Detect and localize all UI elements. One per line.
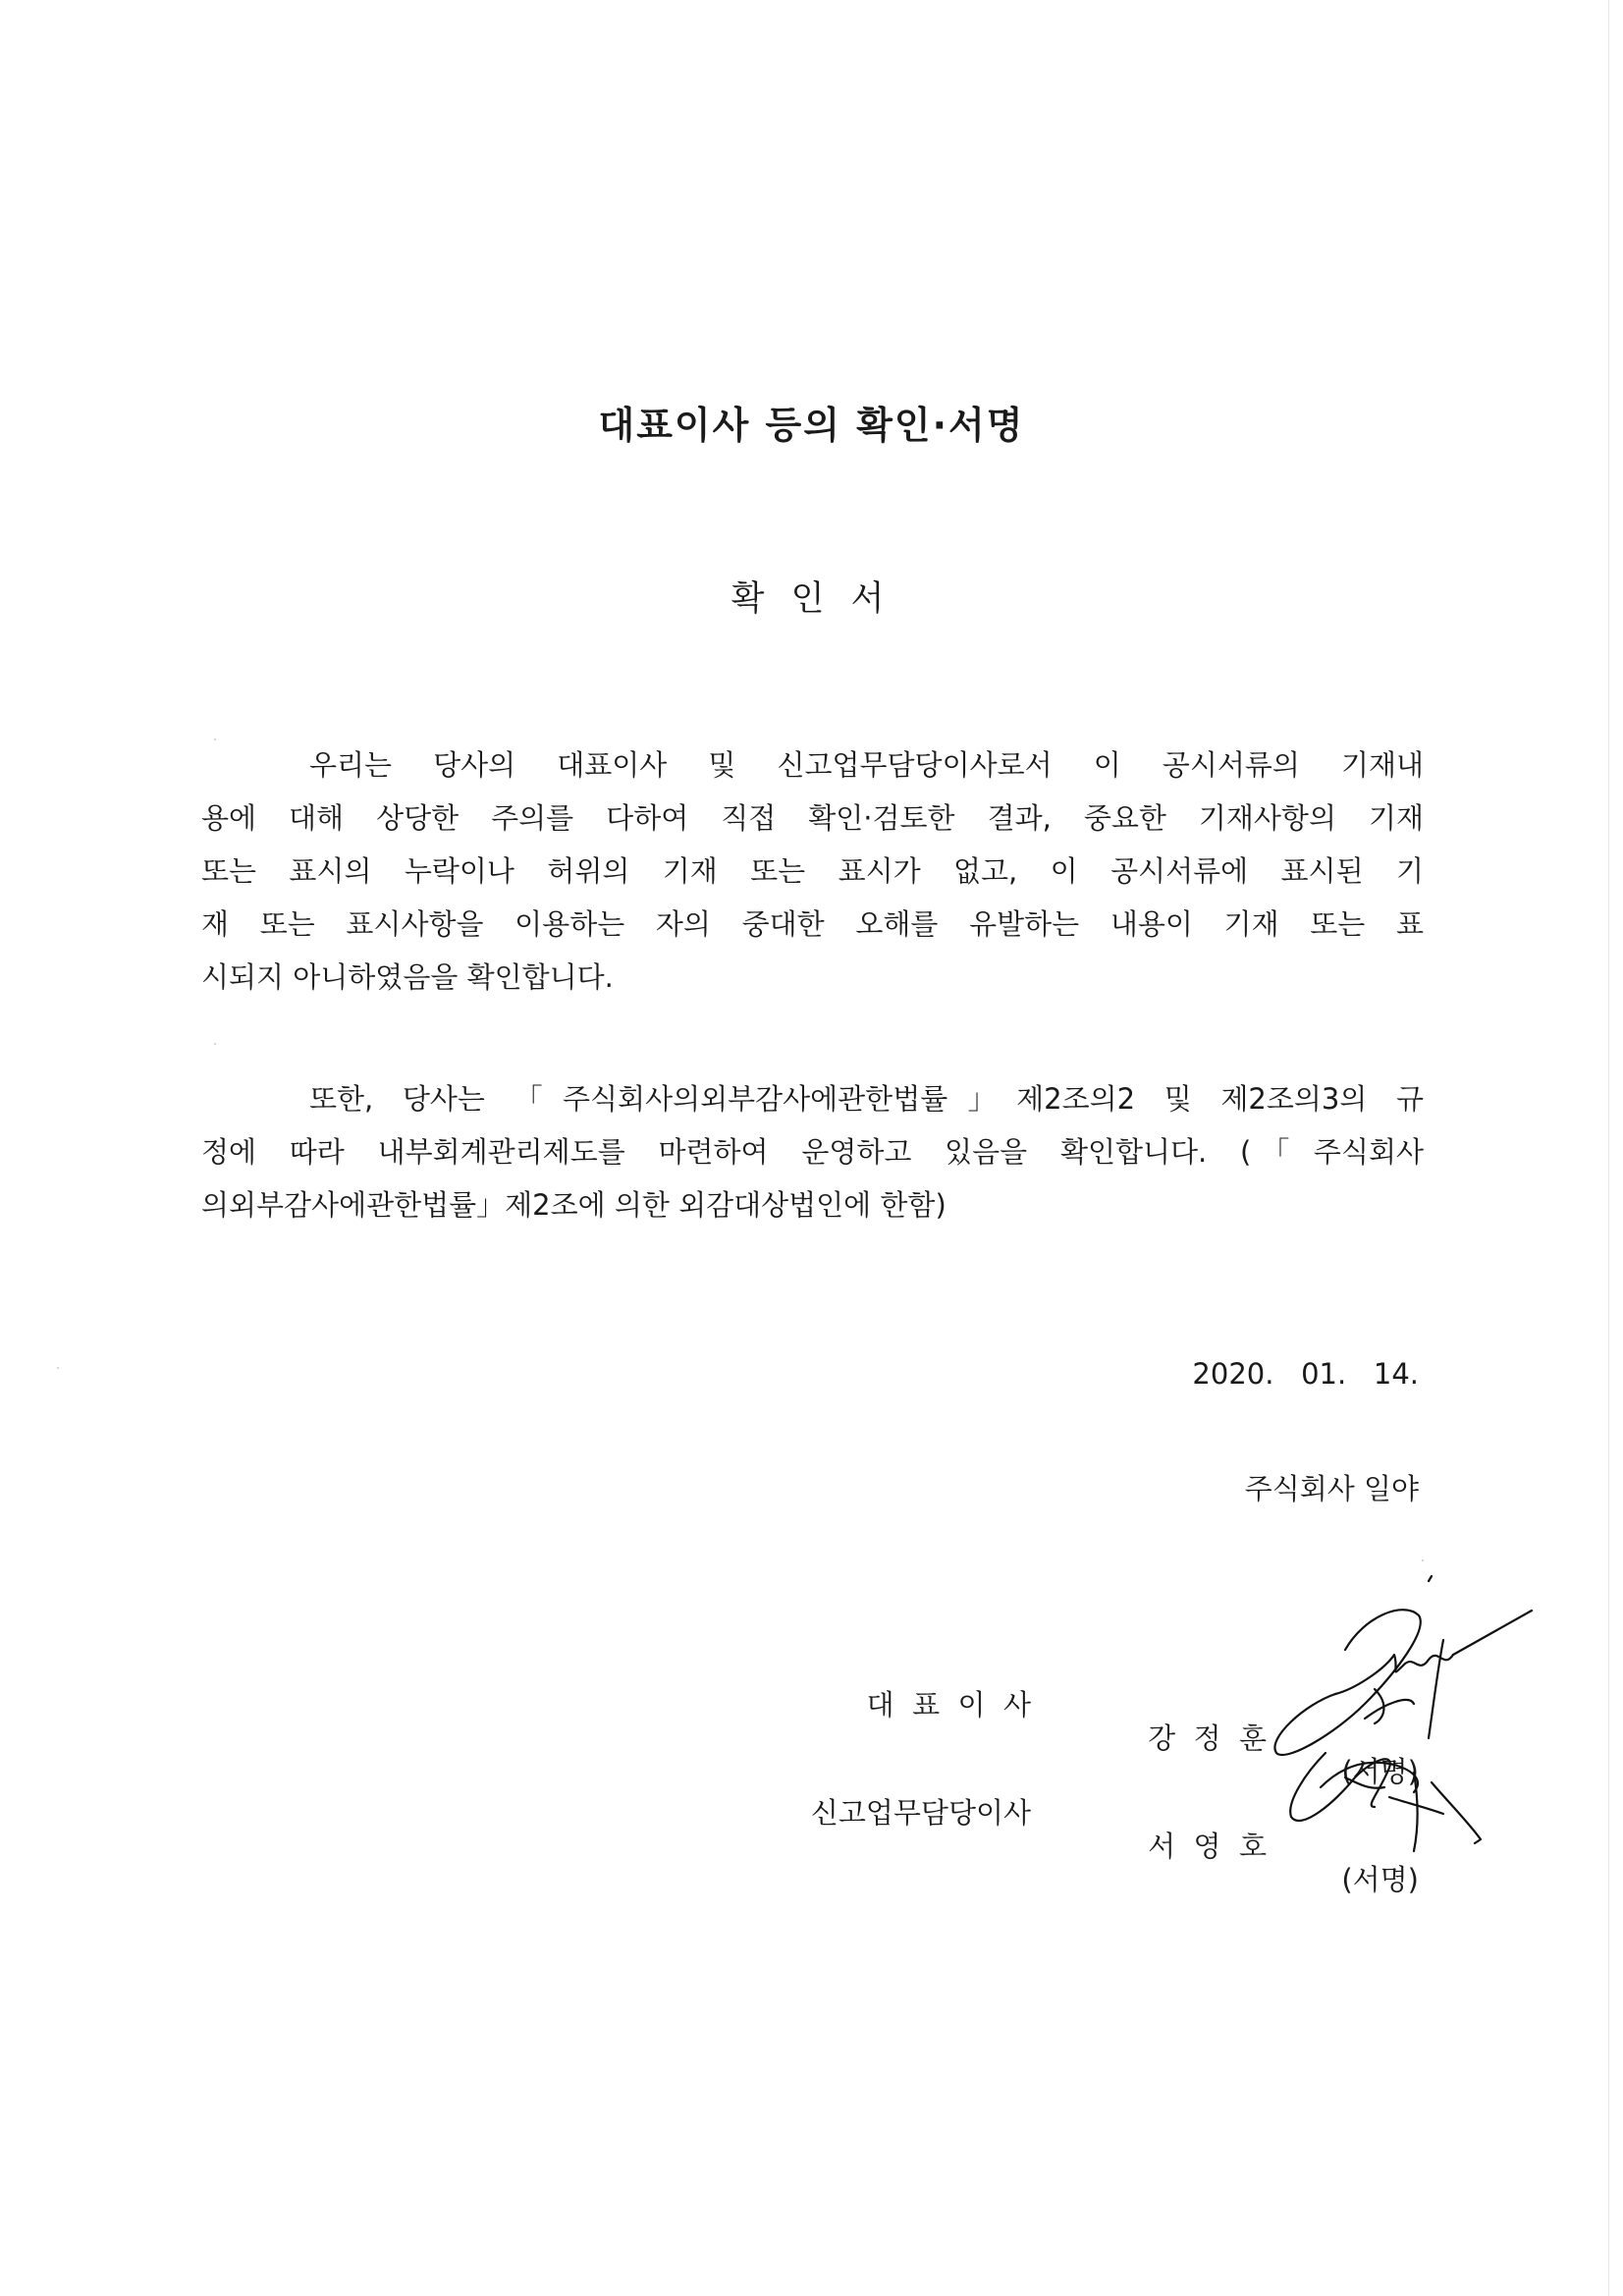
scan-speck (57, 1367, 59, 1369)
confirmation-paragraph (201, 738, 1424, 1004)
signature-mark: (서명) (1341, 1755, 1419, 1788)
document-title: 대표이사 등의 확인·서명 (598, 404, 1025, 447)
signatory-name: 서 영 호 (1148, 1830, 1267, 1863)
scan-speck (214, 1043, 216, 1045)
document-date: 2020. 01. 14. (1192, 1357, 1419, 1391)
paragraph-line: 정에 따라 내부회계관리제도를 마련하여 운영하고 있음을 확인합니다. (「주식회사 (201, 1135, 1424, 1169)
paragraph-line: 우리는 당사의 대표이사 및 신고업무담당이사로서 이 공시서류의 기재내 (309, 748, 1424, 782)
paragraph-line: 시되지 아니하였음을 확인합니다. (201, 960, 614, 994)
page-edge (1608, 0, 1609, 2296)
internal-control-paragraph (201, 1072, 1424, 1231)
paragraph-line: 또한, 당사는 「주식회사의외부감사에관한법률」제2조의2 및 제2조의3의 규 (309, 1082, 1424, 1116)
signatory-disclosure-officer (0, 1758, 1419, 1925)
paragraph-line: 용에 대해 상당한 주의를 다하여 직접 확인·검토한 결과, 중요한 기재사항의 기재 (201, 801, 1424, 835)
signatory-name: 강 정 훈 (1148, 1722, 1267, 1755)
paragraph-line: 또는 표시의 누락이나 허위의 기재 또는 표시가 없고, 이 공시서류에 표시된 기 (201, 854, 1424, 888)
paragraph-line: 재 또는 표시사항을 이용하는 자의 중대한 오해를 유발하는 내용이 기재 또는 표 (201, 907, 1424, 941)
paragraph-line: 의외부감사에관한법률」제2조에 의한 외감대상법인에 한함) (201, 1188, 947, 1222)
handwritten-signature (1217, 1557, 1551, 1881)
company-name: 주식회사 일야 (1244, 1472, 1419, 1505)
signatory-role: 신고업무담당이사 (810, 1796, 1031, 1830)
signature-mark: (서명) (1341, 1863, 1419, 1896)
document-subtitle: 확 인 서 (730, 579, 893, 619)
signatory-role: 대 표 이 사 (866, 1688, 1031, 1722)
